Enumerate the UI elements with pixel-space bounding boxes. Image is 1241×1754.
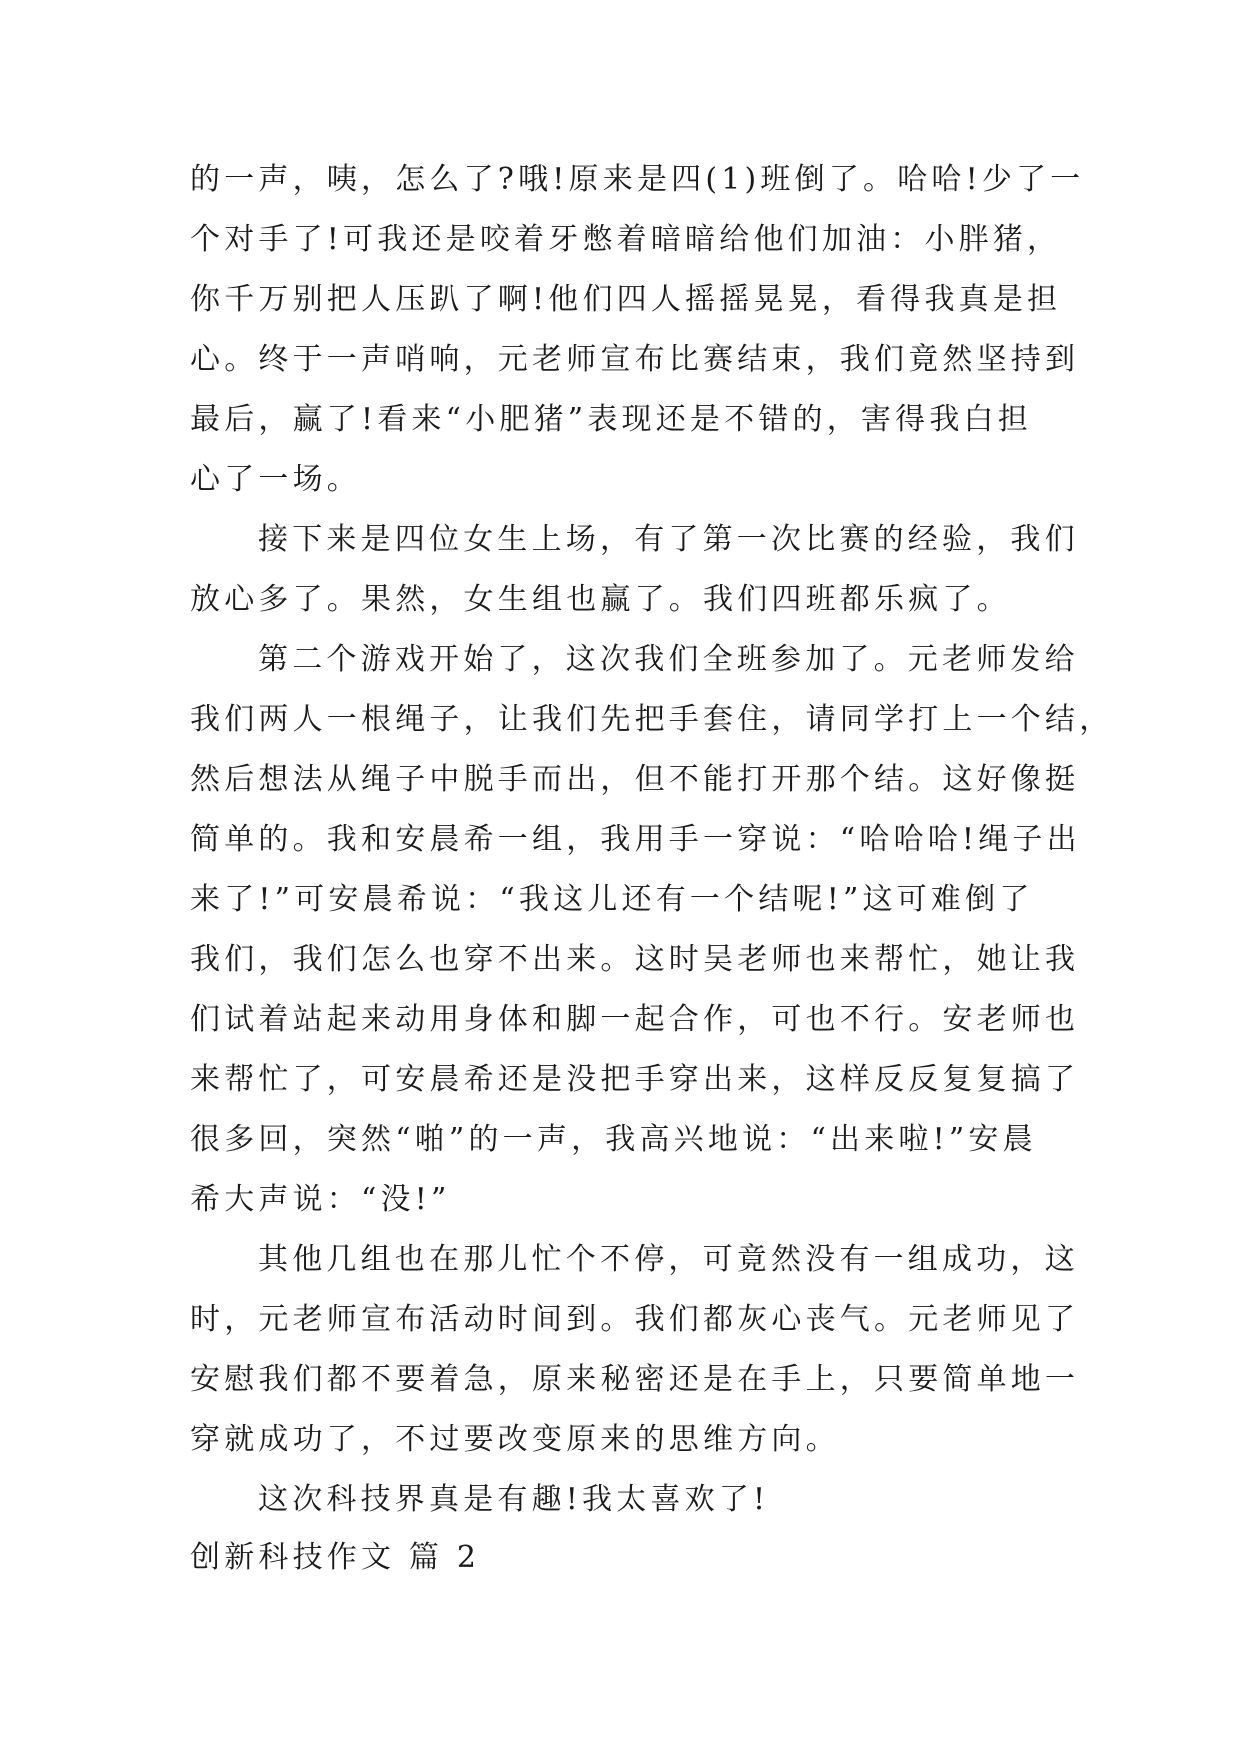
text-line: 心。终于一声哨响，元老师宣布比赛结束，我们竟然坚持到 xyxy=(190,342,1080,377)
text-line: 我们，我们怎么也穿不出来。这时吴老师也来帮忙，她让我 xyxy=(190,942,1080,977)
text-line: 心了一场。 xyxy=(190,462,361,497)
paragraph-first-line: 其他几组也在那儿忙个不停，可竟然没有一组成功，这 xyxy=(258,1242,1079,1277)
text-line: 你千万别把人压趴了啊!他们四人摇摇晃晃，看得我真是担 xyxy=(190,282,1062,317)
text-line: 来帮忙了，可安晨希还是没把手穿出来，这样反反复复搞了 xyxy=(190,1062,1080,1097)
text-line: 我们两人一根绳子，让我们先把手套住，请同学打上一个结， xyxy=(190,702,1114,737)
text-line: 希大声说：“没!” xyxy=(190,1182,451,1217)
text-line: 很多回，突然“啪”的一声，我高兴地说：“出来啦!”安晨 xyxy=(190,1122,1037,1157)
paragraph-first-line: 这次科技界真是有趣!我太喜欢了! xyxy=(258,1482,770,1517)
section-heading: 创新科技作文 篇 2 xyxy=(190,1540,481,1575)
text-line: 时，元老师宣布活动时间到。我们都灰心丧气。元老师见了 xyxy=(190,1302,1080,1337)
paragraph-first-line: 第二个游戏开始了，这次我们全班参加了。元老师发给 xyxy=(258,642,1079,677)
text-line: 放心多了。果然，女生组也赢了。我们四班都乐疯了。 xyxy=(190,582,1011,617)
document-page xyxy=(190,150,1114,1586)
paragraph-first-line: 接下来是四位女生上场，有了第一次比赛的经验，我们 xyxy=(258,522,1079,557)
text-line: 来了!”可安晨希说：“我这儿还有一个结呢!”这可难倒了 xyxy=(190,882,1034,917)
text-line: 安慰我们都不要着急，原来秘密还是在手上，只要简单地一 xyxy=(190,1362,1080,1397)
text-line: 简单的。我和安晨希一组，我用手一穿说：“哈哈哈!绳子出 xyxy=(190,822,1081,857)
text-line: 的一声，咦，怎么了?哦!原来是四(1)班倒了。哈哈!少了一 xyxy=(190,162,1085,197)
text-line: 们试着站起来动用身体和脚一起合作，可也不行。安老师也 xyxy=(190,1002,1080,1037)
text-line: 最后，赢了!看来“小肥猪”表现还是不错的，害得我白担 xyxy=(190,402,1032,437)
text-line: 穿就成功了，不过要改变原来的思维方向。 xyxy=(190,1422,840,1457)
text-line: 然后想法从绳子中脱手而出，但不能打开那个结。这好像挺 xyxy=(190,762,1080,797)
text-line: 个对手了!可我还是咬着牙憋着暗暗给他们加油：小胖猪， xyxy=(190,222,1062,257)
